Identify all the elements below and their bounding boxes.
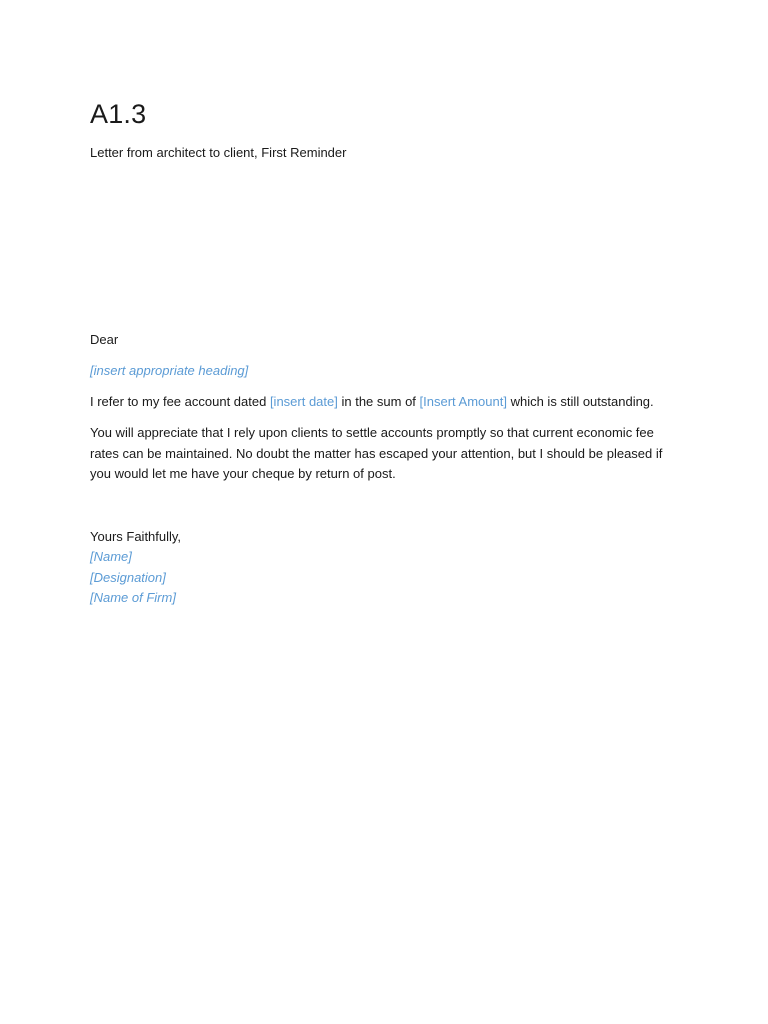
name-placeholder: [Name] <box>90 549 132 564</box>
document-page <box>90 96 680 605</box>
designation-placeholder: [Designation] <box>90 569 166 585</box>
document-subtitle: Letter from architect to client, First Reminder <box>90 145 347 160</box>
letter-body <box>90 330 680 609</box>
document-number: A1.3 <box>90 99 147 129</box>
signoff-block <box>90 527 680 609</box>
firm-placeholder: [Name of Firm] <box>90 590 176 605</box>
paragraph-text: which is still outstanding. <box>506 394 654 409</box>
paragraph-text: I refer to my fee account dated <box>90 394 270 409</box>
date-placeholder: [insert date] <box>269 394 338 409</box>
salutation: Dear <box>90 332 119 347</box>
closing: Yours Faithfully, <box>90 528 182 544</box>
paragraph-text: in the sum of <box>337 394 420 409</box>
heading-placeholder: [insert appropriate heading] <box>90 363 249 378</box>
paragraph-fee-account <box>90 392 680 413</box>
amount-placeholder: [Insert Amount] <box>419 394 507 409</box>
paragraph-request: You will appreciate that I rely upon clients to settle accounts promptly so that current economic fee rates can be maintained. No doubt the matter has escaped your attention, but I should be pleased if you would let me have your cheque by return of post. <box>90 425 663 481</box>
